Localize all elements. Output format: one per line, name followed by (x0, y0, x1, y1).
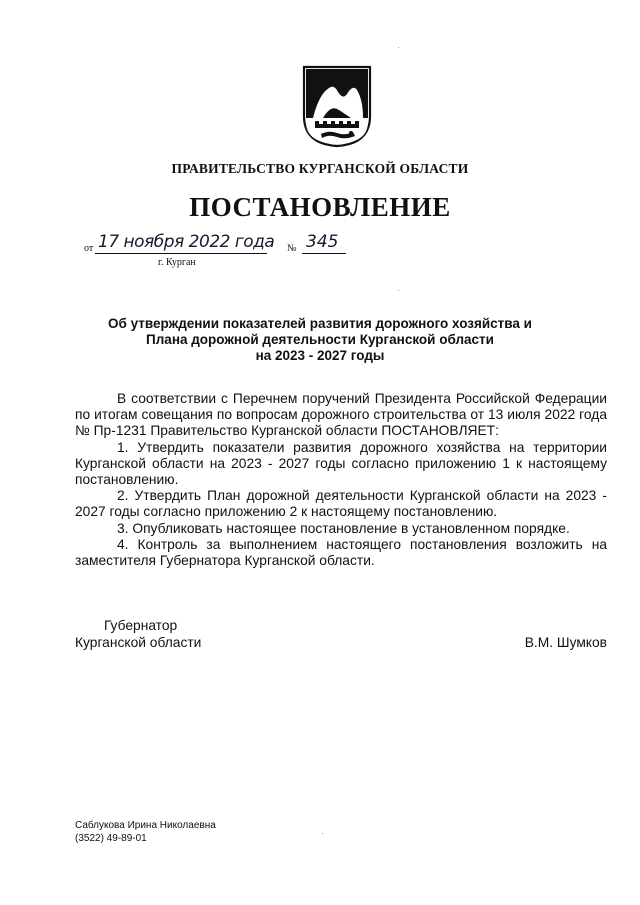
body-paragraph-item-4: 4. Контроль за выполнением настоящего постановления возложить на заместителя Губернатора Курганской области. (75, 536, 607, 569)
document-body (75, 391, 607, 569)
signatory-region: Курганской области (75, 635, 202, 650)
document-subject (60, 316, 580, 364)
kurgan-coat-of-arms-icon (301, 64, 373, 148)
executor-info (75, 819, 216, 845)
date-prefix: от (84, 243, 94, 254)
subject-line: Плана дорожной деятельности Курганской области (146, 332, 494, 347)
body-paragraph-item-1: 1. Утвердить показатели развития дорожного хозяйства на территории Курганской области на 2023 - 2027 годы согласно приложению 1 к настоящему постановлению. (75, 439, 607, 488)
scan-speck (398, 290, 399, 291)
government-title: ПРАВИТЕЛЬСТВО КУРГАНСКОЙ ОБЛАСТИ (171, 161, 469, 176)
signatory-title: Губернатор (104, 618, 178, 633)
date-underline (95, 253, 267, 254)
signatory-name: В.М. Шумков (524, 635, 607, 650)
body-paragraph-item-2: 2. Утвердить План дорожной деятельности Курганской области на 2023 - 2027 годы согласно приложению 2 к настоящему постановлению. (75, 488, 607, 520)
handwritten-number: 345 (306, 232, 339, 252)
body-paragraph-item-3: 3. Опубликовать настоящее постановление в установленном порядке. (117, 520, 570, 536)
body-paragraph-preamble: В соответствии с Перечнем поручений Президента Российской Федерации по итогам совещания по вопросам дорожного строительства от 13 июля 2022 года № Пр-1231 Правительство Курганской области ПОСТАНОВЛЯЕТ: (75, 391, 607, 439)
handwritten-date: 17 ноября 2022 года (98, 232, 275, 252)
document-meta (84, 232, 364, 272)
document-type-heading: ПОСТАНОВЛЕНИЕ (189, 192, 451, 222)
subject-line: на 2023 - 2027 годы (255, 348, 385, 363)
signature-block (75, 617, 607, 651)
number-label: № (287, 243, 297, 254)
subject-line: Об утверждении показателей развития дорожного хозяйства и (108, 316, 532, 331)
scan-speck (322, 833, 323, 834)
executor-name: Саблукова Ирина Николаевна (75, 820, 216, 831)
scan-speck (398, 47, 399, 48)
executor-phone: (3522) 49-89-01 (75, 833, 147, 844)
number-underline (302, 253, 346, 254)
city-label: г. Курган (158, 257, 196, 268)
